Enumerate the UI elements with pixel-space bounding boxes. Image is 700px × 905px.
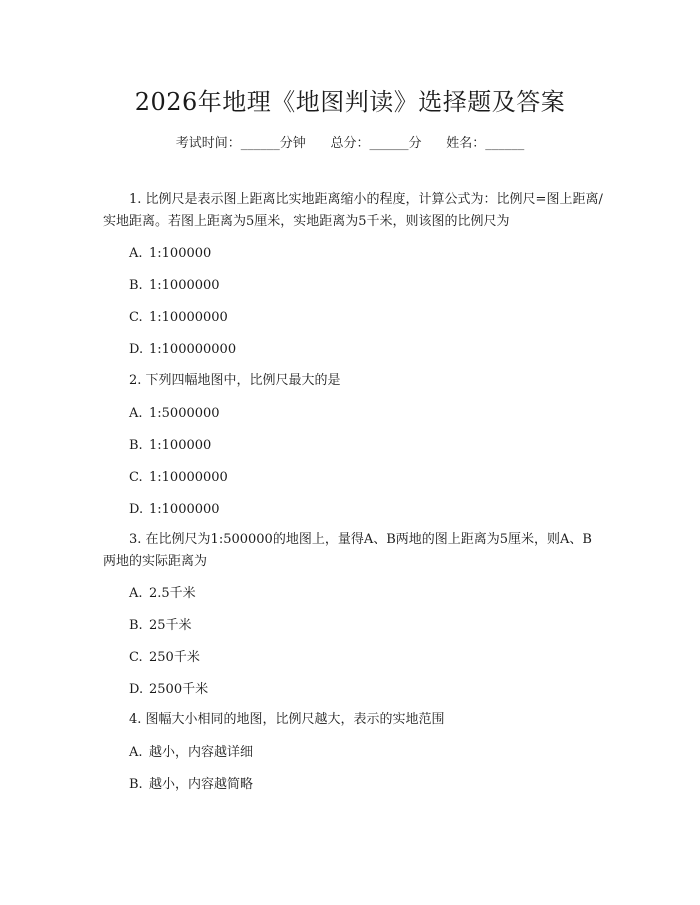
exam-info-line: 考试时间：______分钟 总分：______分 姓名：______ xyxy=(175,136,525,151)
question-1 xyxy=(103,189,603,233)
option-2c xyxy=(129,469,228,487)
option-text: 2500千米 xyxy=(149,682,209,697)
option-text: 1:100000 xyxy=(149,246,212,261)
option-letter: D. xyxy=(129,682,144,697)
option-2a xyxy=(129,405,220,423)
option-letter: C. xyxy=(129,650,143,665)
option-letter: A. xyxy=(129,586,143,601)
option-letter: A. xyxy=(129,745,143,760)
option-text: 1:1000000 xyxy=(149,502,220,517)
option-letter: B. xyxy=(129,618,143,633)
question-number: 2. xyxy=(129,373,142,388)
question-text: 下列四幅地图中，比例尺最大的是 xyxy=(145,373,341,388)
option-letter: C. xyxy=(129,310,143,325)
option-text: 1:100000 xyxy=(149,438,212,453)
option-letter: C. xyxy=(129,470,143,485)
option-text: 1:1000000 xyxy=(149,278,220,293)
option-text: 1:10000000 xyxy=(149,470,228,485)
option-letter: D. xyxy=(129,502,144,517)
option-1c xyxy=(129,309,228,327)
option-text: 越小，内容越详细 xyxy=(149,745,254,760)
option-2d xyxy=(129,501,220,519)
question-number: 4. xyxy=(129,712,142,727)
question-3 xyxy=(103,529,603,573)
option-1a xyxy=(129,245,211,263)
option-text: 250千米 xyxy=(149,650,200,665)
option-4a xyxy=(129,744,253,762)
option-text: 1:100000000 xyxy=(149,342,237,357)
option-letter: B. xyxy=(129,278,143,293)
page-title: 2026年地理《地图判读》选择题及答案 xyxy=(134,88,566,116)
question-2 xyxy=(103,370,603,392)
option-text: 25千米 xyxy=(149,618,192,633)
question-text: 在比例尺为1:500000的地图上，量得A、B两地的图上距离为5厘米，则A、B两地的实际距离为 xyxy=(103,532,592,569)
option-letter: A. xyxy=(129,406,143,421)
option-letter: B. xyxy=(129,438,143,453)
option-text: 1:5000000 xyxy=(149,406,220,421)
option-3b xyxy=(129,617,192,635)
option-text: 1:10000000 xyxy=(149,310,228,325)
option-1b xyxy=(129,277,220,295)
question-text: 比例尺是表示图上距离比实地距离缩小的程度，计算公式为：比例尺=图上距离/实地距离。若图上距离为5厘米，实地距离为5千米，则该图的比例尺为 xyxy=(103,192,603,229)
option-text: 2.5千米 xyxy=(149,586,196,601)
option-2b xyxy=(129,437,211,455)
option-4b xyxy=(129,776,253,794)
option-1d xyxy=(129,341,236,359)
option-3a xyxy=(129,585,196,603)
option-letter: D. xyxy=(129,342,144,357)
option-3d xyxy=(129,681,208,699)
option-letter: A. xyxy=(129,246,143,261)
question-4 xyxy=(103,709,603,731)
question-text: 图幅大小相同的地图，比例尺越大，表示的实地范围 xyxy=(145,712,445,727)
question-number: 3. xyxy=(129,532,142,547)
option-letter: B. xyxy=(129,777,143,792)
option-3c xyxy=(129,649,200,667)
option-text: 越小，内容越简略 xyxy=(149,777,254,792)
question-number: 1. xyxy=(129,192,142,207)
